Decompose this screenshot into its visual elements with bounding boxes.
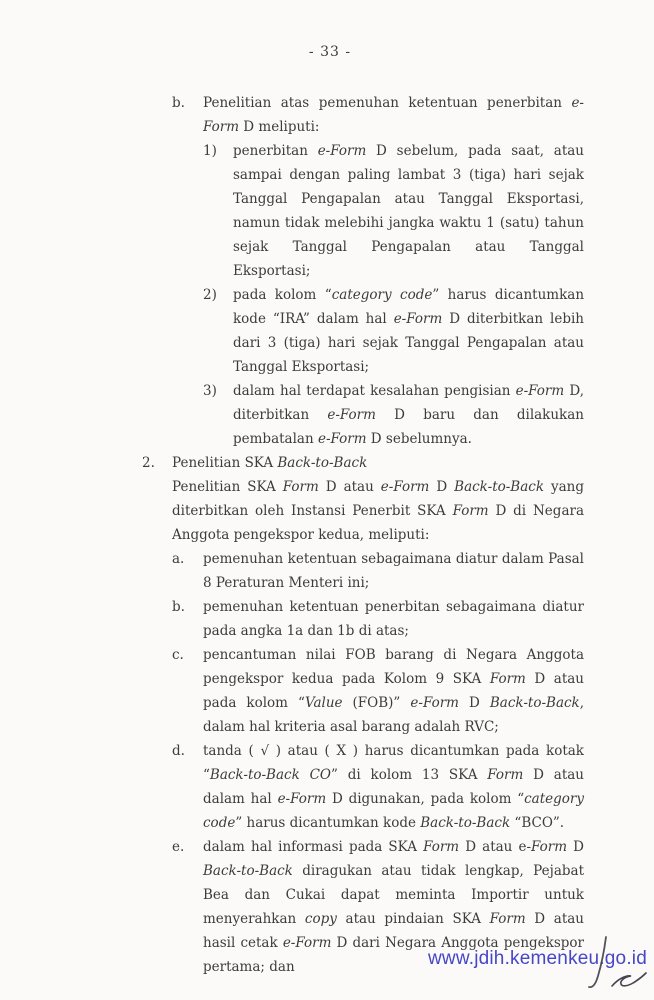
list-item-b-intro: Penelitian atas pemenuhan ketentuan penerbitan e-Form D meliputi:	[203, 95, 584, 135]
list-item-b	[172, 91, 584, 451]
list-marker-b3: 3)	[203, 383, 217, 399]
list-item-2-paragraph: Penelitian SKA Form D atau e-Form D Back-to-Back yang diterbitkan oleh Instansi Penerbit SKA Form D di Negara Anggota pengekspor kedua, meliputi:	[172, 479, 585, 543]
list-marker-2c: c.	[172, 647, 184, 663]
list-item-b1	[203, 139, 584, 283]
list-item-b2-text: pada kolom “category code” harus dicantumkan kode “IRA” dalam hal e-Form D diterbitkan lebih dari 3 (tiga) hari sejak Tanggal Pengapalan atau Tanggal Eksportasi;	[233, 287, 585, 375]
list-item-b-body	[203, 91, 584, 451]
list-item-2-body	[172, 451, 584, 979]
signature-squiggle-icon	[612, 973, 646, 986]
list-item-2a-text: pemenuhan ketentuan sebagaimana diatur dalam Pasal 8 Peraturan Menteri ini;	[203, 551, 584, 591]
list-item-2a	[172, 547, 584, 595]
list-marker-b: b.	[172, 95, 185, 111]
list-item-b2	[203, 283, 584, 379]
page-number: - 33 -	[308, 44, 352, 60]
list-marker-b1: 1)	[203, 143, 217, 159]
list-item-2d-text: tanda ( √ ) atau ( X ) harus dicantumkan pada kotak “Back-to-Back CO” di kolom 13 SKA Form D atau dalam hal e-Form D digunakan, pada kolom “category code” harus dicantumkan kode Back-to-Back “BCO”.	[203, 743, 584, 831]
list-marker-2d: d.	[172, 743, 185, 759]
list-marker-2e: e.	[172, 839, 185, 855]
list-marker-2b: b.	[172, 599, 185, 615]
list-item-2d	[172, 739, 584, 835]
list-item-2b	[172, 595, 584, 643]
document-body	[142, 91, 584, 979]
list-item-2b-text: pemenuhan ketentuan penerbitan sebagaimana diatur pada angka 1a dan 1b di atas;	[203, 599, 584, 639]
list-item-2	[142, 451, 584, 979]
list-marker-2a: a.	[172, 551, 185, 567]
list-item-b3-text: dalam hal terdapat kesalahan pengisian e-Form D, diterbitkan e-Form D baru dan dilakukan pembatalan e-Form D sebelumnya.	[233, 383, 584, 447]
list-item-2-title: Penelitian SKA Back-to-Back	[172, 455, 368, 471]
list-item-b3	[203, 379, 584, 451]
list-item-b1-text: penerbitan e-Form D sebelum, pada saat, atau sampai dengan paling lambat 3 (tiga) hari sejak Tanggal Pengapalan atau Tanggal Eksportasi, namun tidak melebihi jangka waktu 1 (satu) tahun sejak Tanggal Pengapalan atau Tanggal Eksportasi;	[233, 143, 584, 279]
list-item-2e-text: dalam hal informasi pada SKA Form D atau e-Form D Back-to-Back diragukan atau tidak lengkap, Pejabat Bea dan Cukai dapat meminta Importir untuk menyerahkan copy atau pindaian SKA Form D atau hasil cetak e-Form D dari Negara Anggota pengekspor pertama; dan	[203, 839, 585, 975]
list-item-2c-text: pencantuman nilai FOB barang di Negara Anggota pengekspor kedua pada Kolom 9 SKA Form D atau pada kolom “Value (FOB)” e-Form D Back-to-Back, dalam hal kriteria asal barang adalah RVC;	[203, 647, 585, 735]
list-marker-2: 2.	[142, 455, 155, 471]
list-marker-b2: 2)	[203, 287, 217, 303]
list-item-2c	[172, 643, 584, 739]
watermark-url: www.jdih.kemenkeu.go.id	[428, 948, 647, 969]
